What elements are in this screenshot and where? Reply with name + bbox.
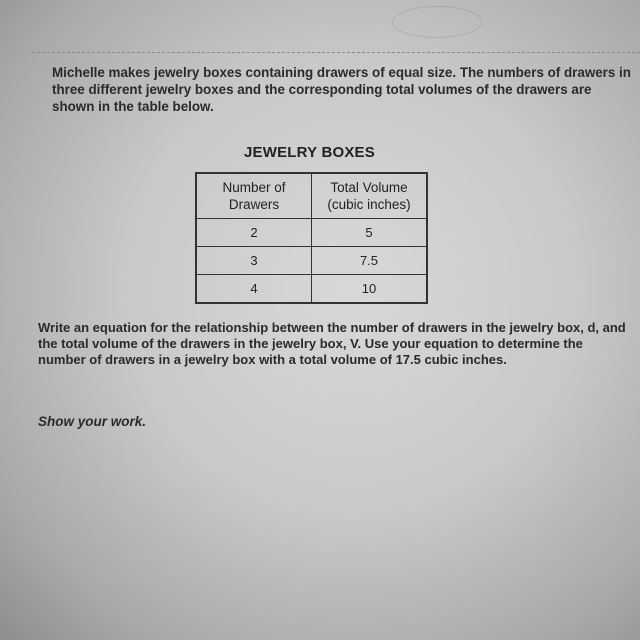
question-prompt: Write an equation for the relationship between the number of drawers in the jewelry box, d, and the total volume of the drawers in the jewelry box, V. Use your equation to determine the number of drawers in a jewelry box with a total volume of 17.5 cubic inches. <box>38 320 626 367</box>
cell-drawers: 2 <box>196 219 312 247</box>
table-header-row <box>196 173 427 219</box>
header-number-of-drawers <box>196 173 312 219</box>
faint-ink-scribble <box>392 6 482 38</box>
problem-intro: Michelle makes jewelry boxes containing drawers of equal size. The numbers of drawers in three different jewelry boxes and the corresponding total volumes of the drawers are shown in the table below. <box>52 65 631 114</box>
table-row <box>196 275 427 304</box>
table-title: JEWELRY BOXES <box>244 144 375 161</box>
header-drawers-line2: Drawers <box>228 197 280 212</box>
cell-volume: 10 <box>312 275 428 304</box>
table-row <box>196 219 427 247</box>
cell-volume: 7.5 <box>312 247 428 275</box>
header-drawers-line1: Number of <box>222 180 286 195</box>
dashed-divider <box>32 52 640 53</box>
cell-drawers: 3 <box>196 247 312 275</box>
show-work-instruction: Show your work. <box>38 414 147 429</box>
table-row <box>196 247 427 275</box>
jewelry-boxes-table <box>195 172 428 304</box>
cell-volume: 5 <box>312 219 428 247</box>
header-volume-line1: Total Volume <box>330 180 408 195</box>
header-volume-line2: (cubic inches) <box>327 197 411 212</box>
cell-drawers: 4 <box>196 275 312 304</box>
header-total-volume <box>312 173 428 219</box>
